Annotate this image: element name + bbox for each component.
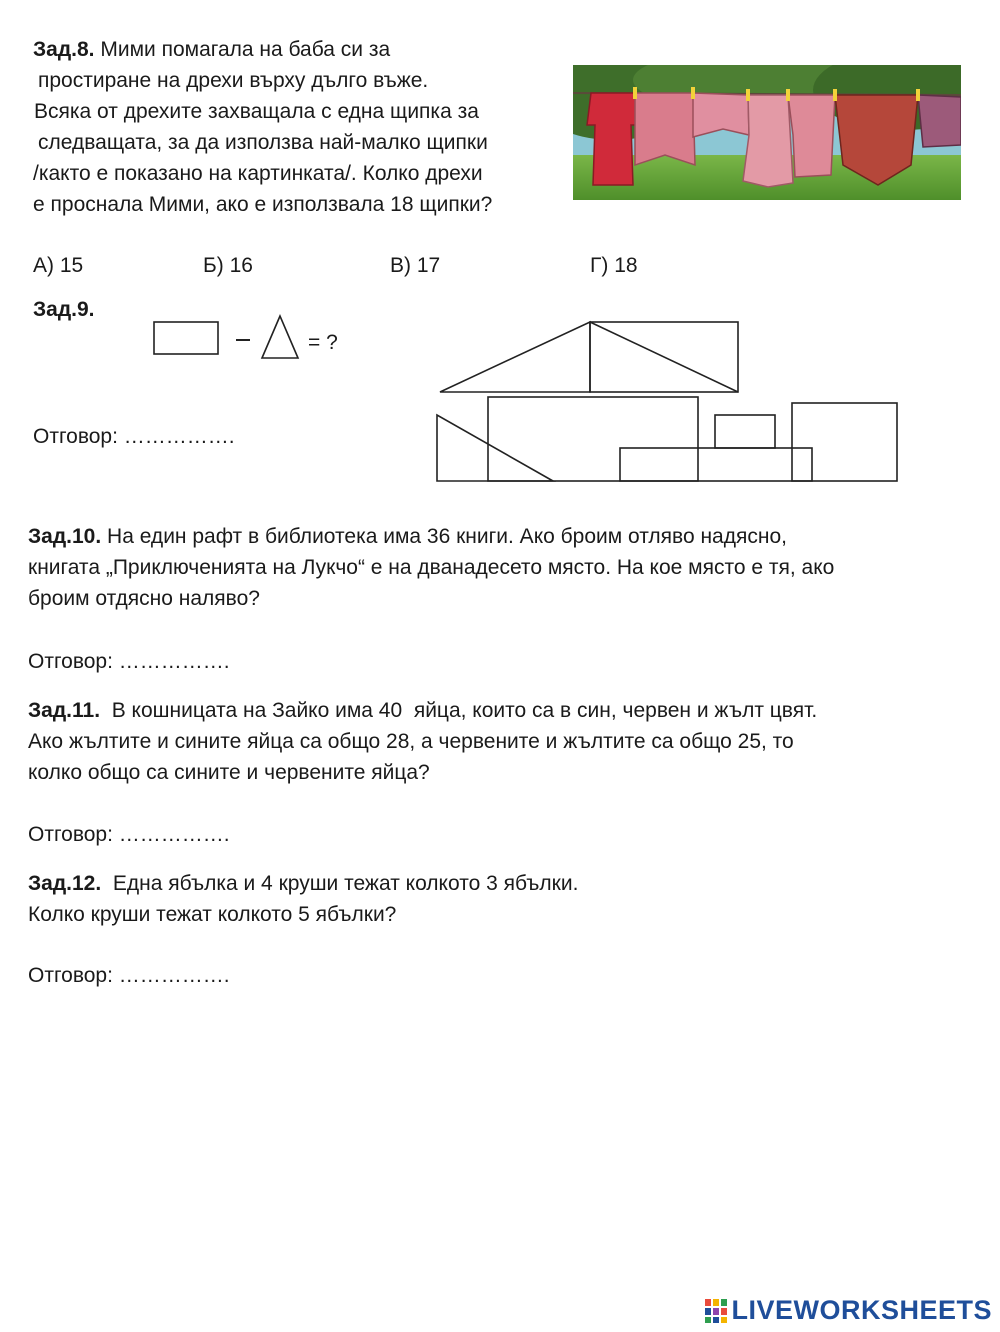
task8-text: [33, 34, 492, 220]
triangle-shape: [262, 316, 298, 358]
task8-line: е проснала Мими, ако е използвала 18 щипки?: [33, 193, 493, 216]
shapes-figure: [430, 315, 910, 490]
task10-answer[interactable]: Отговор: …………….: [28, 650, 230, 673]
task12-answer[interactable]: Отговор: …………….: [28, 964, 230, 987]
task8-line: Зад.8. Мими помагала на баба си за: [33, 38, 391, 61]
liveworksheets-logo: [704, 1295, 992, 1326]
task10-text: Зад.10. На един рафт в библиотека има 36 книги. Ако броим отляво надясно, книгата „Приключенията на Лукчо“ е на дванадесето място. На кое място е тя, ако броим отдясно наляво?: [28, 525, 835, 610]
equation-suffix: = ?: [308, 331, 338, 354]
task12-text: Зад.12. Една ябълка и 4 круши тежат колкото 3 ябълки. Колко круши тежат колкото 5 ябълки?: [28, 872, 579, 926]
logo-text: LIVEWORKSHEETS: [731, 1295, 992, 1325]
figure-small-triangle: [437, 415, 553, 481]
task9-answer[interactable]: Отговор: …………….: [33, 425, 235, 448]
task8-line: простиране на дрехи върху дълго въже.: [38, 69, 429, 92]
figure-big-rectangle: [488, 397, 698, 481]
task8-label: Зад.8.: [33, 38, 95, 61]
task11-label: Зад.11.: [28, 699, 101, 722]
figure-right-rectangle: [792, 403, 897, 481]
task11-text: Зад.11. В кошницата на Зайко има 40 яйца, които са в син, червен и жълт цвят. Ако жълтите и сините яйца са общо 28, а червените и жълтите са общо 25, то колко общо са сините и червените яйца?: [28, 699, 818, 784]
task8-line: следващата, за да използва най-малко щипки: [38, 131, 488, 154]
figure-large-triangle: [440, 322, 590, 392]
task11-answer[interactable]: Отговор: …………….: [28, 823, 230, 846]
option-c: В) 17: [390, 254, 441, 277]
clothesline-picture: [573, 65, 961, 200]
task8-line: /както е показано на картинката/. Колко дрехи: [33, 162, 483, 185]
option-d: Г) 18: [590, 254, 638, 277]
figure-wide-rectangle: [620, 448, 812, 481]
figure-diagonal: [590, 322, 738, 392]
task8-line: Всяка от дрехите захващала с една щипка за: [34, 100, 479, 123]
task9-label: Зад.9.: [33, 298, 95, 321]
option-a: А) 15: [33, 254, 84, 277]
logo-icon: [704, 1298, 728, 1324]
rectangle-shape: [154, 322, 218, 354]
task10-label: Зад.10.: [28, 525, 102, 548]
task12-label: Зад.12.: [28, 872, 102, 895]
option-b: Б) 16: [203, 254, 253, 277]
figure-small-square: [715, 415, 775, 448]
